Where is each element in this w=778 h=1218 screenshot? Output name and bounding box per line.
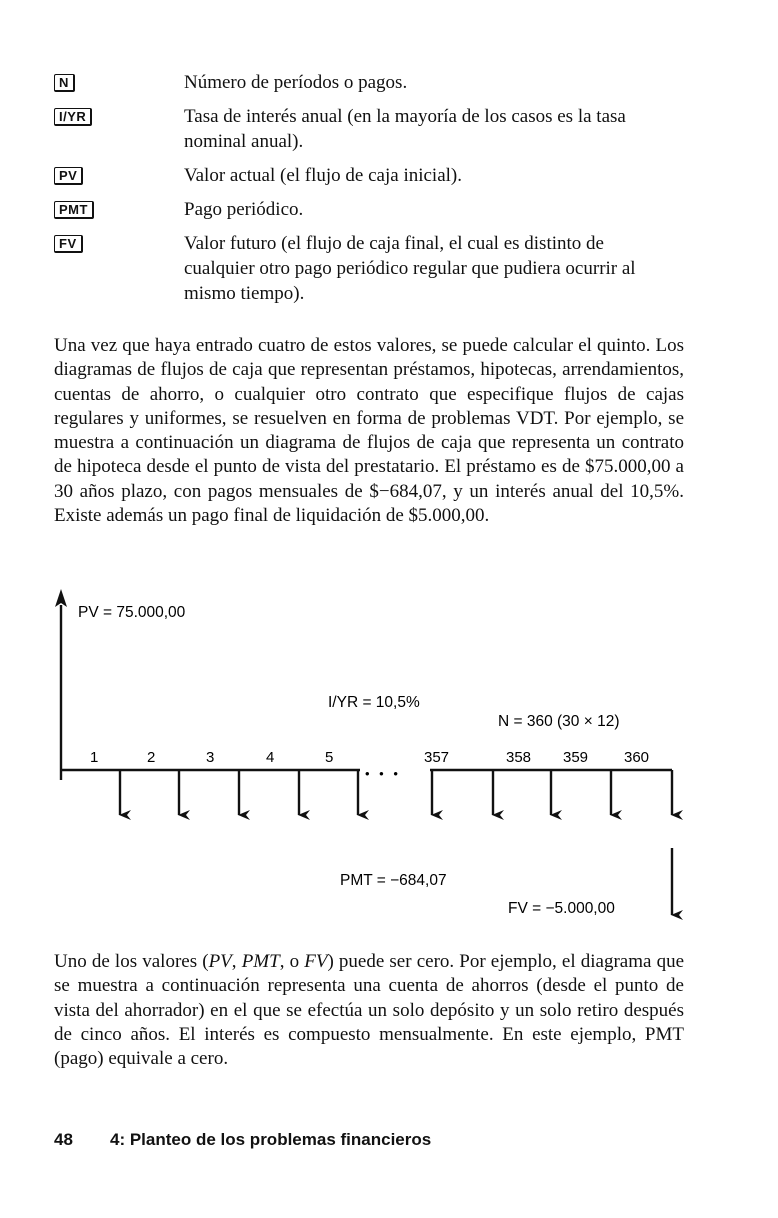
definition-fv — [54, 231, 694, 306]
period-label: 359 — [563, 749, 589, 766]
pv-label: PV = 75.000,00 — [78, 604, 186, 621]
page-footer — [54, 1130, 431, 1150]
period-label: 357 — [424, 749, 450, 766]
n-label: N = 360 (30 × 12) — [498, 713, 620, 730]
paragraph-text: Uno de los valores ( — [54, 951, 209, 972]
cash-flow-diagram — [40, 585, 700, 935]
period-label: 1 — [90, 749, 99, 766]
pv-arrow — [55, 589, 67, 780]
definition-text: Valor actual (el flujo de caja inicial). — [184, 165, 463, 186]
fv-term: FV — [304, 951, 328, 972]
period-label: 3 — [206, 749, 215, 766]
definition-iyr — [54, 104, 694, 154]
intro-paragraph: Una vez que haya entrado cuatro de estos valores, se puede calcular el quinto. Los diagramas de flujos de caja que representan préstamos, hipotecas, arrendamientos, cuentas de ahorro, o cualquier otro contrato que especifique flujos de cajas regulares y uniformes, se resuelven en forma de problemas VDT. Por ejemplo, se muestra a continuación un diagrama de flujos de caja que representa un contrato de hipoteca desde el punto de vista del prestatario. El préstamo es de $75.000,00 a 30 años plazo, con pagos mensuales de $−684,07, y un interés anual del 10,5%. Existe además un pago final de liquidación de $5.000,00. — [54, 335, 684, 527]
pmt-label: PMT = −684,07 — [340, 872, 447, 889]
period-label: 360 — [624, 749, 650, 766]
pv-key-icon: PV — [54, 167, 83, 185]
definition-text: Número de períodos o pagos. — [184, 72, 408, 93]
paragraph-text: , o — [279, 951, 305, 972]
n-key-icon: N — [54, 74, 75, 92]
iyr-label: I/YR = 10,5% — [328, 694, 420, 711]
definition-text: Pago periódico. — [184, 199, 304, 220]
pmt-key-icon: PMT — [54, 201, 94, 219]
period-label: 2 — [147, 749, 156, 766]
definition-pmt — [54, 197, 694, 222]
period-label: 5 — [325, 749, 334, 766]
iyr-key-icon: I/YR — [54, 108, 92, 126]
fv-label: FV = −5.000,00 — [508, 900, 615, 917]
period-label: 358 — [506, 749, 532, 766]
period-label: 4 — [266, 749, 275, 766]
paragraph-text: ) puede ser cero. Por ejemplo, el diagrama que se muestra a continuación representa una cuenta de ahorros (desde el punto de vista del ahorrador) en el que se efectúa un solo depósito y un solo retiro después de cinco años. El interés es compuesto mensualmente. En este ejemplo, PMT (pago) equivale a cero. — [54, 951, 685, 1070]
pmt-term: PMT — [241, 951, 280, 972]
definition-n — [54, 70, 694, 95]
definition-pv — [54, 163, 694, 188]
definition-text: Tasa de interés anual (en la mayoría de los casos es la tasa nominal anual). — [184, 106, 626, 152]
definition-list — [54, 70, 694, 315]
definition-text: Valor futuro (el flujo de caja final, el cual es distinto de cualquier otro pago periódico regular que pudiera ocurrir al mismo tiempo). — [184, 233, 636, 304]
fv-key-icon: FV — [54, 235, 83, 253]
pv-term: PV — [208, 951, 232, 972]
paragraph-text: , — [231, 951, 242, 972]
ellipsis: • • • — [365, 766, 401, 781]
page-number: 48 — [54, 1130, 73, 1149]
zero-value-paragraph — [54, 950, 684, 1071]
chapter-title: 4: Planteo de los problemas financieros — [110, 1130, 432, 1149]
